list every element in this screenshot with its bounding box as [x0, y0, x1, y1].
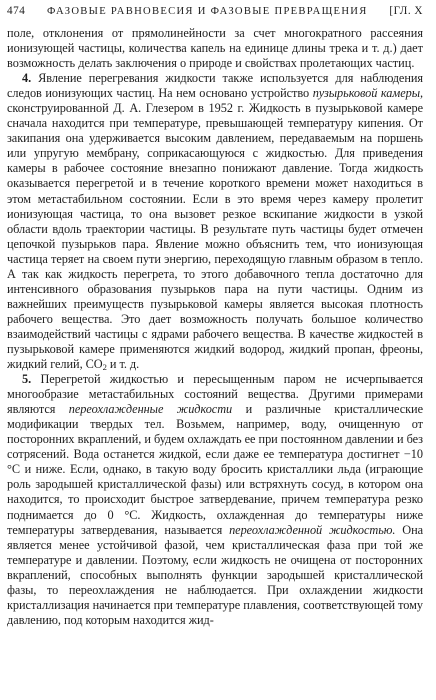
paragraph-supercooled — [7, 372, 423, 628]
running-header — [7, 3, 423, 23]
paragraph-bubble-chamber — [7, 71, 423, 372]
paragraph-continuation: поле, отклонения от прямолинейности за счет многократного рассеяния ионизующей частицы, количества капель на единице длины трека и т. д.) дает возможность делать заключения о природе и свойствах пролетающих частиц. — [7, 26, 423, 71]
italic-term: пузырьковой камеры, — [312, 86, 424, 101]
italic-term: переохлажденной жидкостью. — [229, 522, 396, 537]
text-run: и различные кристаллические модификации твердых тел. Возьмем, например, воду, очищенную от посторонних вкраплений, и будем охлаждать ее при постоянном давлении и без сотрясений. Вода останется жидкой, если даже ее температура достигнет −10 °C и ниже. Если, однако, в такую воду бросить кристаллики льда (играющие роль зародышей кристаллической фазы) или встряхнуть сосуд, в котором она находится, то происходит быстрое затвердевание, причем температура резко поднимается до 0 °C. Жидкость, охлажденная до температуры ниже температуры затвердевания, называется — [7, 402, 423, 537]
text-run: Явление перегревания жидкости также используется для наблюдения следов ионизующих частиц. На нем основано устройство — [7, 71, 423, 101]
text-run: и т. д. — [106, 357, 140, 372]
italic-term: переохлажденные жидкости — [68, 402, 233, 417]
text-run: сконструированной Д. А. Глезером в 1952 г. Жидкость в пузырьковой камере сначала находится при температуре, превышающей температуру кипения. От закипания она удерживается высоким давлением, передаваемым на поршень или упругую мембрану, соприкасающуюся с жидкостью. Для приведения камеры в рабочее состояние внезапно понижают давление. Тогда жидкость оказывается перегретой и в течение короткого времени может находиться в этом метастабильном состоянии. Если в это время через камеру пролетит ионизующая частица, то она вызовет резкое вскипание жидкости в узкой области вдоль траектории частицы. В результате путь частицы будет отмечен цепочкой пузырьков пара. Явление можно объяснить тем, что ионизующая частица теряет на своем пути энергию, переходящую главным образом в тепло. А так как жидкость перегрета, то этого добавочного тепла достаточно для интенсивного образования пузырьков пара на пути частицы. Одним из важнейших преимуществ пузырьковой камеры является высокая плотность рабочего вещества. Это дает возможность получать большое количество взаимодействий частицы с ядрами рабочего вещества. В качестве жидкостей в пузырьковой камере применяются жидкий водород, жидкий пропан, фреоны, жидкий гелий, CO — [7, 101, 423, 372]
paragraph-number: 4. — [22, 71, 32, 86]
subscript: 2 — [102, 362, 107, 373]
paragraph-number: 5. — [22, 372, 32, 387]
page-number: 474 — [7, 5, 26, 17]
text-run: Перегретой жидкостью и пересыщенным паром не исчерпывается многообразие метастабильных состояний вещества. Другими примерами являются — [7, 372, 423, 417]
chapter-marker: [ГЛ. X — [389, 5, 423, 17]
running-title: ФАЗОВЫЕ РАВНОВЕСИЯ И ФАЗОВЫЕ ПРЕВРАЩЕНИЯ — [47, 6, 368, 17]
text-run: Она является менее устойчивой фазой, чем кристаллическая фаза при той же температуре и давлении. Поэтому, если жидкость не очищена от посторонних вкраплений, способных выполнять функции зародышей кристаллической фазы, то переохлаждения не наблюдается. При охлаждении жидкости кристаллизация начинается при температуре плавления, соответствующей тому давлению, под которым находится жид- — [7, 522, 424, 627]
